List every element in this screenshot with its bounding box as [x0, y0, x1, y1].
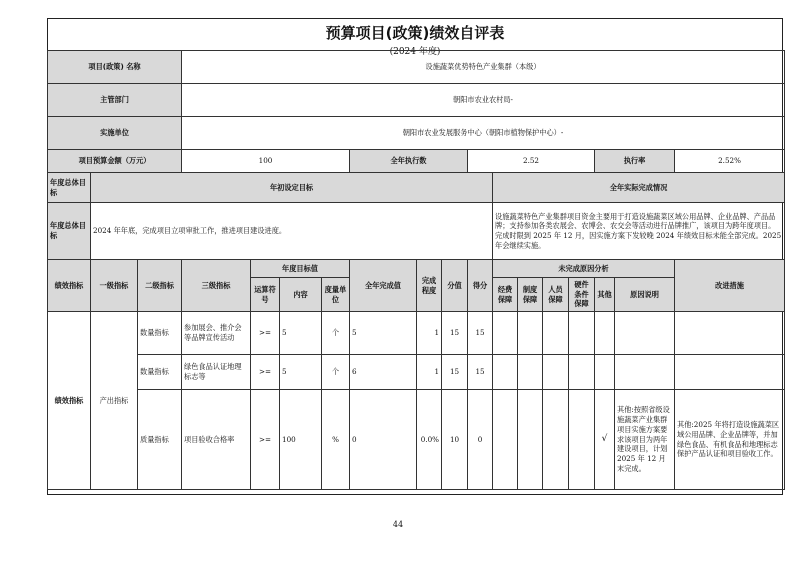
score-header: 得分 [468, 260, 493, 312]
dept-row [48, 84, 785, 117]
completion-cell: 1 [417, 312, 442, 355]
content-cell: 100 [280, 390, 322, 490]
reason-hardware-cell [569, 390, 595, 490]
score-cell: 15 [468, 312, 493, 355]
reason-system-cell [518, 355, 543, 390]
lvl3-cell: 绿色食品认证地理标志等 [182, 355, 251, 390]
reason-budget-cell [493, 355, 518, 390]
rate-label: 执行率 [595, 150, 675, 173]
improve-header: 改进措施 [675, 260, 785, 312]
reason-budget-header: 经费保障 [493, 278, 518, 312]
overall-goal-label-2: 年度总体目标 [48, 203, 91, 260]
reason-other-check: √ [595, 390, 615, 490]
improve-cell: 其他:2025 年将打造设施蔬菜区域公用品牌、企业品牌等，并加绿色食品、有机食品和地理标志保护产品认证和项目验收工作。 [675, 390, 785, 490]
exec-value: 2.52 [468, 150, 595, 173]
reason-desc-cell [615, 355, 675, 390]
page-title: 预算项目(政策)绩效自评表 [325, 24, 505, 42]
reason-other-cell [595, 312, 615, 355]
reasons-header: 未完成原因分析 [493, 260, 675, 278]
done-cell: 0 [350, 390, 417, 490]
overall-goal-label: 年度总体目标 [48, 173, 91, 203]
reason-system-cell [518, 390, 543, 490]
op-cell: >= [251, 355, 280, 390]
budget-row [48, 150, 785, 173]
page-subtitle: (2024 年度) [389, 47, 441, 57]
reason-budget-cell [493, 390, 518, 490]
lvl1-header: 一级指标 [91, 260, 138, 312]
page-number: 44 [392, 520, 404, 529]
actual-goal-text: 设施蔬菜特色产业集群项目资金主要用于打造设施蔬菜区域公用品牌、企业品牌、产品品牌；支持参加各类农展会、农博会、农交会等活动进行品牌推广，该项目为跨年度项目。完成时限到 2025 年 12 月，因实施方案下发较晚 2024 年绩效目标未能全部完成。2025 年会继续实施。 [493, 203, 785, 260]
lvl3-cell: 参加展会、推介会等品牌宣传活动 [182, 312, 251, 355]
actual-goal-header: 全年实际完成情况 [493, 173, 785, 203]
perf-header: 绩效指标 [48, 260, 91, 312]
initial-goal-header: 年初设定目标 [91, 173, 493, 203]
reason-other-header: 其他 [595, 278, 615, 312]
done-cell: 6 [350, 355, 417, 390]
unit-cell: 个 [322, 355, 350, 390]
content-cell: 5 [280, 312, 322, 355]
done-cell: 5 [350, 312, 417, 355]
reason-staff-cell [543, 390, 569, 490]
exec-label: 全年执行数 [350, 150, 468, 173]
project-name-value: 设施蔬菜优势特色产业集群（本级） [182, 51, 785, 84]
project-name-label: 项目(政策) 名称 [48, 51, 182, 84]
reason-budget-cell [493, 312, 518, 355]
rate-value: 2.52% [675, 150, 785, 173]
evaluation-table [47, 50, 785, 490]
lvl2-header: 二级指标 [138, 260, 182, 312]
reason-hardware-header: 硬件条件保障 [569, 278, 595, 312]
goals-header-row [48, 173, 785, 203]
perf-label: 绩效指标 [48, 312, 91, 490]
reason-other-cell [595, 355, 615, 390]
unit-cell: 个 [322, 312, 350, 355]
annual-target-header: 年度目标值 [251, 260, 350, 278]
content-header: 内容 [280, 278, 322, 312]
full-score-cell: 15 [442, 312, 468, 355]
lvl1-label: 产出指标 [91, 312, 138, 490]
lvl3-header: 三级指标 [182, 260, 251, 312]
budget-value: 100 [182, 150, 350, 173]
initial-goal-text: 2024 年年底，完成项目立项审批工作，推进项目建设进度。 [91, 203, 493, 260]
evaluation-sheet [47, 18, 783, 495]
lvl2-cell: 数量指标 [138, 355, 182, 390]
lvl3-cell: 项目验收合格率 [182, 390, 251, 490]
reason-desc-cell [615, 312, 675, 355]
full-score-cell: 10 [442, 390, 468, 490]
improve-cell [675, 312, 785, 355]
content-cell: 5 [280, 355, 322, 390]
annual-done-header: 全年完成值 [350, 260, 417, 312]
score-full-header: 分值 [442, 260, 468, 312]
score-cell: 0 [468, 390, 493, 490]
op-cell: >= [251, 390, 280, 490]
completion-header: 完成程度 [417, 260, 442, 312]
reason-desc-cell: 其他:按照省级设施蔬菜产业集群项目实施方案要求该项目为两年建设项目，计划 2025 年 12 月末完成。 [615, 390, 675, 490]
reason-staff-cell [543, 355, 569, 390]
unit-header: 度量单位 [322, 278, 350, 312]
lvl2-cell: 数量指标 [138, 312, 182, 355]
table-row [48, 390, 785, 490]
goals-content-row [48, 203, 785, 260]
project-name-row [48, 51, 785, 84]
indicator-header-row-1 [48, 260, 785, 278]
reason-staff-header: 人员保障 [543, 278, 569, 312]
completion-cell: 1 [417, 355, 442, 390]
reason-system-header: 制度保障 [518, 278, 543, 312]
unit-cell: % [322, 390, 350, 490]
completion-cell: 0.0% [417, 390, 442, 490]
unit-row [48, 117, 785, 150]
improve-cell [675, 355, 785, 390]
reason-hardware-cell [569, 312, 595, 355]
reason-system-cell [518, 312, 543, 355]
lvl2-cell: 质量指标 [138, 390, 182, 490]
table-row [48, 355, 785, 390]
unit-label: 实施单位 [48, 117, 182, 150]
score-cell: 15 [468, 355, 493, 390]
reason-staff-cell [543, 312, 569, 355]
op-header: 运算符号 [251, 278, 280, 312]
unit-value: 朝阳市农业发展服务中心（朝阳市植物保护中心）- [182, 117, 785, 150]
full-score-cell: 15 [442, 355, 468, 390]
op-cell: >= [251, 312, 280, 355]
reason-hardware-cell [569, 355, 595, 390]
table-row [48, 312, 785, 355]
budget-label: 项目预算金额（万元） [48, 150, 182, 173]
dept-value: 朝阳市农业农村局- [182, 84, 785, 117]
reason-desc-header: 原因说明 [615, 278, 675, 312]
dept-label: 主管部门 [48, 84, 182, 117]
